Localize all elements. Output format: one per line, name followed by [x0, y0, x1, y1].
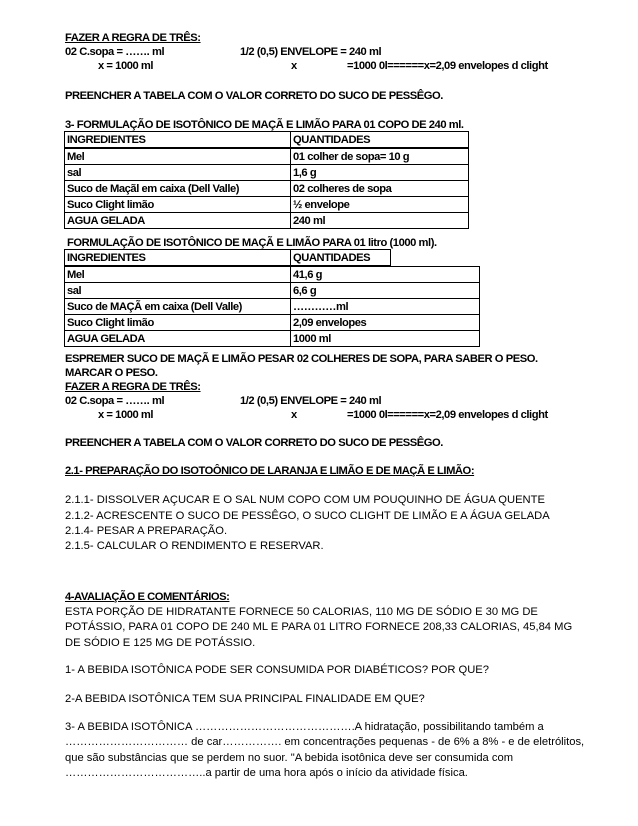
table-row: [65, 213, 469, 229]
table1-title: 3- FORMULAÇÃO DE ISOTÔNICO DE MAÇÃ E LIMÃO PARA 01 COPO DE 240 ml.: [65, 119, 464, 131]
quantity-cell: 01 colher de sopa= 10 g: [291, 148, 469, 165]
table-row: [65, 165, 469, 181]
rule-line-2-left: x = 1000 ml: [98, 409, 154, 421]
header-ingredients: INGREDIENTES: [65, 250, 291, 267]
question-3-line: …………………………… de car……………. em concentrações pequenas - de 6% a 8% - e de eletrólitos,: [65, 736, 585, 748]
question-3-line: ………………………………..a partir de uma hora após o início da atividade física.: [65, 767, 468, 779]
ingredient-cell: sal: [65, 283, 291, 299]
rule-line-1-left: 02 C.sopa = ……. ml: [65, 395, 165, 407]
quantity-cell: 240 ml: [291, 213, 469, 229]
step-item: 2.1.5- CALCULAR O RENDIMENTO E RESERVAR.: [65, 540, 324, 552]
step-item: 2.1.4- PESAR A PREPARAÇÃO.: [65, 525, 228, 537]
formulation-table-1000ml: [64, 249, 480, 347]
rule-line-2-mid: x: [291, 409, 297, 421]
fill-table-instruction-2: PREENCHER A TABELA COM O VALOR CORRETO DO SUCO DE PESSÊGO.: [65, 437, 443, 449]
table-row: [65, 315, 480, 331]
evaluation-paragraph-line: POTÁSSIO, PARA 01 COPO DE 240 ML E PARA 01 LITRO FORNECE 208,33 CALORIAS, 45,84 MG: [65, 621, 573, 633]
header-quantities: QUANTIDADES: [291, 250, 391, 267]
table-row: [65, 331, 480, 347]
question-2: 2-A BEBIDA ISOTÔNICA TEM SUA PRINCIPAL FINALIDADE EM QUE?: [65, 693, 425, 705]
ingredient-cell: AGUA GELADA: [65, 331, 291, 347]
squeeze-instruction-line-1: ESPREMER SUCO DE MAÇÃ E LIMÃO PESAR 02 COLHERES DE SOPA, PARA SABER O PESO.: [65, 353, 538, 365]
table-row: [65, 283, 480, 299]
rule-line-2-left: x = 1000 ml: [98, 60, 154, 72]
question-3-line: que são substâncias que se perdem no suor. "A bebida isotônica deve ser consumida com: [65, 752, 514, 764]
rule-line-2-mid: x: [291, 60, 297, 72]
quantity-cell: 2,09 envelopes: [291, 315, 480, 331]
table-header-row: [65, 250, 480, 267]
rule-line-1-left: 02 C.sopa = ……. ml: [65, 46, 165, 58]
header-ingredients: INGREDIENTES: [65, 132, 291, 149]
table-row: [65, 197, 469, 213]
rule-line-2-right: =1000 0l======x=2,09 envelopes d clight: [347, 60, 548, 72]
rule-of-three-heading-2: FAZER A REGRA DE TRÊS:: [65, 381, 201, 393]
header-blank-cell: [391, 250, 480, 267]
rule-line-2-right: =1000 0l======x=2,09 envelopes d clight: [347, 409, 548, 421]
table-row: [65, 148, 469, 165]
formulation-table-240ml: [64, 131, 469, 229]
squeeze-instruction-line-2: MARCAR O PESO.: [65, 367, 158, 379]
ingredient-cell: Suco de Maçãl em caixa (Dell Valle): [65, 181, 291, 197]
quantity-cell: 1,6 g: [291, 165, 469, 181]
ingredient-cell: Suco de MAÇÃ em caixa (Dell Valle): [65, 299, 291, 315]
rule-line-1: [65, 45, 382, 59]
table2-title: FORMULAÇÃO DE ISOTÔNICO DE MAÇÃ E LIMÃO PARA 01 litro (1000 ml).: [67, 237, 437, 249]
fill-table-instruction: PREENCHER A TABELA COM O VALOR CORRETO DO SUCO DE PESSÊGO.: [65, 90, 443, 102]
quantity-cell: 02 colheres de sopa: [291, 181, 469, 197]
rule-line-1-right: 1/2 (0,5) ENVELOPE = 240 ml: [240, 46, 382, 58]
evaluation-paragraph-line: DE SÓDIO E 125 MG DE POTÁSSIO.: [65, 637, 256, 649]
table-row: [65, 181, 469, 197]
evaluation-paragraph-line: ESTA PORÇÃO DE HIDRATANTE FORNECE 50 CALORIAS, 110 MG DE SÓDIO E 30 MG DE: [65, 606, 538, 618]
table-row: [65, 266, 480, 283]
question-3-line: 3- A BEBIDA ISOTÔNICA …………………………………….A hidratação, possibilitando também a: [65, 721, 544, 733]
ingredient-cell: Suco Clight limão: [65, 197, 291, 213]
step-item: 2.1.1- DISSOLVER AÇUCAR E O SAL NUM COPO COM UM POUQUINHO DE ÁGUA QUENTE: [65, 494, 545, 506]
quantity-cell: 6,6 g: [291, 283, 480, 299]
ingredient-cell: Mel: [65, 148, 291, 165]
table-header-row: [65, 132, 469, 149]
quantity-cell: ½ envelope: [291, 197, 469, 213]
ingredient-cell: Mel: [65, 266, 291, 283]
question-1: 1- A BEBIDA ISOTÔNICA PODE SER CONSUMIDA POR DIABÉTICOS? POR QUE?: [65, 664, 489, 676]
table-row: [65, 299, 480, 315]
quantity-cell: 41,6 g: [291, 266, 480, 283]
evaluation-heading: 4-AVALIAÇÃO E COMENTÁRIOS:: [65, 591, 230, 603]
header-quantities: QUANTIDADES: [291, 132, 469, 149]
rule-line-1b: [65, 394, 382, 408]
quantity-cell: …………ml: [291, 299, 480, 315]
rule-line-1-right: 1/2 (0,5) ENVELOPE = 240 ml: [240, 395, 382, 407]
step-item: 2.1.2- ACRESCENTE O SUCO DE PESSÊGO, O SUCO CLIGHT DE LIMÃO E A ÁGUA GELADA: [65, 510, 550, 522]
ingredient-cell: sal: [65, 165, 291, 181]
ingredient-cell: Suco Clight limão: [65, 315, 291, 331]
preparation-heading: 2.1- PREPARAÇÃO DO ISOTOÔNICO DE LARANJA E LIMÃO E DE MAÇÃ E LIMÃO:: [65, 465, 475, 477]
rule-of-three-heading: FAZER A REGRA DE TRÊS:: [65, 32, 201, 44]
quantity-cell: 1000 ml: [291, 331, 480, 347]
ingredient-cell: AGUA GELADA: [65, 213, 291, 229]
